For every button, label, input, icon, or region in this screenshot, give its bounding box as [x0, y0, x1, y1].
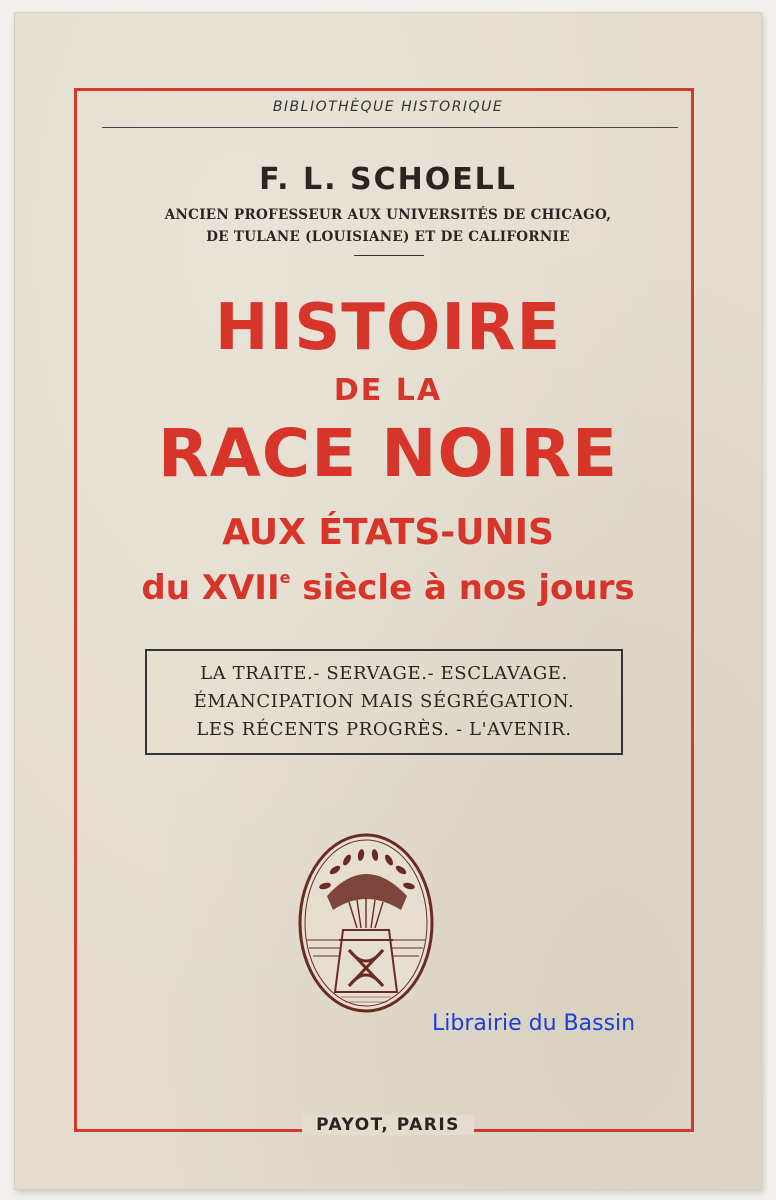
- author-divider: [354, 255, 424, 256]
- title-line: DE LA: [333, 373, 443, 408]
- publisher-line: [14, 1115, 762, 1135]
- series-name: BIBLIOTHÈQUE HISTORIQUE: [272, 99, 504, 115]
- contents-box: [145, 649, 623, 755]
- century-suffix: siècle à nos jours: [290, 568, 635, 608]
- author-credentials: [14, 204, 762, 248]
- century-superscript: e: [279, 568, 291, 587]
- bookseller-watermark: Librairie du Bassin: [432, 1011, 636, 1036]
- contents-line: LES RÉCENTS PROGRÈS. - L'AVENIR.: [196, 719, 572, 740]
- contents-line: LA TRAITE.- SERVAGE.- ESCLAVAGE.: [200, 663, 568, 684]
- credentials-line: ANCIEN PROFESSEUR AUX UNIVERSITÉS DE CHICAGO,: [164, 207, 612, 223]
- credentials-line: DE TULANE (LOUISIANE) ET DE CALIFORNIE: [206, 229, 570, 245]
- contents-line: ÉMANCIPATION MAIS SÉGRÉGATION.: [193, 691, 575, 712]
- title-line: RACE NOIRE: [157, 415, 619, 492]
- title-line: HISTOIRE: [214, 291, 562, 365]
- publisher-name: PAYOT, PARIS: [302, 1115, 474, 1135]
- subtitle-line: AUX ÉTATS-UNIS: [222, 512, 554, 553]
- author-name: F. L. SCHOELL: [259, 162, 517, 197]
- wheat-sheaf-monogram-icon: [297, 832, 435, 1014]
- subtitle-century-line: [14, 568, 762, 608]
- century-prefix: du XVII: [141, 568, 280, 608]
- series-divider: [102, 127, 678, 128]
